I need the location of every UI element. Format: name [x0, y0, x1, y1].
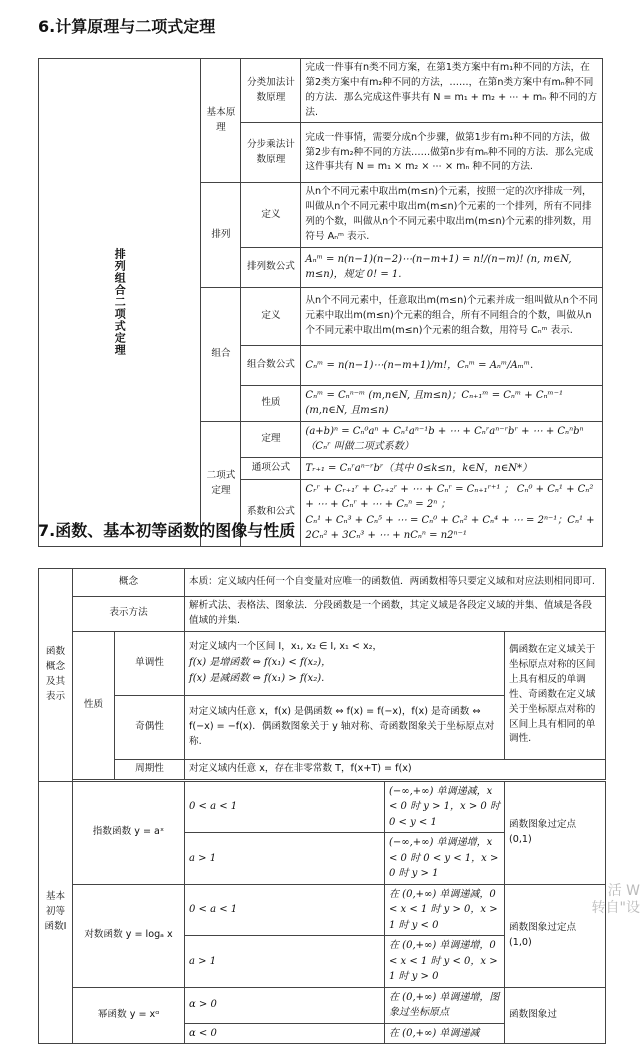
multiplication-principle-label: 分步乘法计数原理	[241, 123, 301, 183]
logarithm-label: 对数函数 y = logₐ x	[73, 884, 185, 987]
exponential-label: 指数函数 y = aˣ	[73, 781, 185, 884]
exp-case-1: 0 < a < 1	[185, 781, 385, 833]
power-label: 幂函数 y = xᵅ	[73, 987, 185, 1044]
function-concept-group: 函数概念及其表示	[39, 569, 73, 782]
concept-text: 本质：定义域内任何一个自变量对应唯一的函数值．两函数相等只要定义域和对应法则相同即可.	[185, 569, 606, 597]
binomial-theorem-label: 定理	[241, 421, 301, 457]
log-case-1: 0 < a < 1	[185, 884, 385, 936]
coefficient-sum	[301, 479, 603, 546]
symmetry-note: 偶函数在定义域关于坐标原点对称的区间上具有相反的单调性、奇函数在定义域关于坐标原点对称的区间上具有相同的单调性.	[505, 631, 606, 759]
general-term: Tᵣ₊₁ = Cₙʳaⁿ⁻ʳbʳ（其中 0≤k≤n，k∈N，n∈N*）	[301, 457, 603, 479]
combination-formula-label: 组合数公式	[241, 345, 301, 385]
combination-formula: Cₙᵐ = n(n−1)⋯(n−m+1)/m!，Cₙᵐ = Aₙᵐ/Aₘᵐ.	[301, 345, 603, 385]
watermark-line-2: 转自"设	[591, 900, 640, 917]
representation-text: 解析式法、表格法、图象法．分段函数是一个函数，其定义域是各段定义域的并集、值域是各段值域的并集.	[185, 597, 606, 632]
coefficient-sum-label: 系数和公式	[241, 479, 301, 546]
monotonicity-label: 单调性	[115, 631, 185, 695]
pow-case-2: α < 0	[185, 1023, 385, 1044]
combination-definition: 从n个不同元素中，任意取出m(m≤n)个元素并成一组叫做从n个不同元素中取出m(m≤n)个元素的组合，所有不同组合的个数，叫做从n个不同元素中取出m(m≤n)个元素的组合数，用符号 Cₙᵐ 表示.	[301, 287, 603, 345]
addition-principle-text: 完成一件事有n类不同方案，在第1类方案中有m₁种不同的方法，在第2类方案中有m₂种不同的方法，……，在第n类方案中有mₙ种不同的方法．那么完成这件事共有 N = m₁ + m₂ + ⋯ + mₙ 种不同的方法.	[301, 59, 603, 123]
exp-case-2: a > 1	[185, 833, 385, 885]
permutation-label: 排列	[201, 183, 241, 287]
section-7-title: 7.函数、基本初等函数的图像与性质	[38, 521, 296, 540]
log-case-2: a > 1	[185, 936, 385, 988]
combination-property: Cₙᵐ = Cₙⁿ⁻ᵐ (m,n∈N, 且m≤n)；Cₙ₊₁ᵐ = Cₙᵐ + Cₙᵐ⁻¹ (m,n∈N, 且m≤n)	[301, 385, 603, 421]
concept-label: 概念	[73, 569, 185, 597]
pow-desc-1: 在 (0,+∞) 单调递增，图象过坐标原点	[385, 987, 505, 1023]
pow-desc-2: 在 (0,+∞) 单调递减	[385, 1023, 505, 1044]
general-term-label: 通项公式	[241, 457, 301, 479]
representation-label: 表示方法	[73, 597, 185, 632]
addition-principle-label: 分类加法计数原理	[241, 59, 301, 123]
permutation-formula-label: 排列数公式	[241, 247, 301, 287]
parity-text: 对定义域内任意 x，f(x) 是偶函数 ⇔ f(x) = f(−x)，f(x) 是奇函数 ⇔ f(−x) = −f(x)．偶函数图象关于 y 轴对称、奇函数图象关于坐标原点对称.	[185, 695, 505, 759]
permutation-formula: Aₙᵐ = n(n−1)(n−2)⋯(n−m+1) = n!/(n−m)! (n, m∈N, m≤n)，规定 0! = 1.	[301, 247, 603, 287]
basic-principle-label: 基本原理	[201, 59, 241, 183]
periodicity-label: 周期性	[115, 759, 185, 779]
exp-desc-2: (−∞,+∞) 单调递增，x < 0 时 0 < y < 1，x > 0 时 y > 1	[385, 833, 505, 885]
binomial-label: 二项式定理	[201, 421, 241, 546]
log-note: 函数图象过定点 (1,0)	[505, 884, 606, 987]
permutation-definition: 从n个不同元素中取出m(m≤n)个元素，按照一定的次序排成一列，叫做从n个不同元素中取出m(m≤n)个元素的一个排列，所有不同排列的个数，叫做从n个不同元素中取出m(m≤n)个元素的排列数，用符号 Aₙᵐ 表示.	[301, 183, 603, 247]
permutation-definition-label: 定义	[241, 183, 301, 247]
monotonicity-text	[185, 631, 505, 695]
periodicity-text: 对定义域内任意 x，存在非零常数 T，f(x+T) = f(x)	[185, 759, 606, 779]
parity-label: 奇偶性	[115, 695, 185, 759]
multiplication-principle-text: 完成一件事情，需要分成n个步骤，做第1步有m₁种不同的方法，做第2步有m₂种不同的方法……做第n步有mₙ种不同的方法．那么完成这件事共有 N = m₁ × m₂ × ⋯ × mₙ 种不同的方法.	[301, 123, 603, 183]
combination-property-label: 性质	[241, 385, 301, 421]
elementary-function-group: 基本初等函数Ⅰ	[39, 781, 73, 1044]
monotonicity-line-1: 对定义域内一个区间 I，x₁, x₂ ∈ I, x₁ < x₂，	[189, 641, 383, 653]
coefficient-sum-line-1: Cᵣʳ + Cᵣ₊₁ʳ + Cᵣ₊₂ʳ + ⋯ + Cₙʳ = Cₙ₊₁ʳ⁺¹ ； Cₙ⁰ + Cₙ¹ + Cₙ² + ⋯ + Cₙʳ + ⋯ + Cₙⁿ = 2ⁿ ；	[305, 483, 594, 511]
group-label: 排列组合二项式定理	[39, 59, 201, 547]
watermark-line-1: 活 W	[607, 883, 640, 900]
log-desc-1: 在 (0,+∞) 单调递减，0 < x < 1 时 y > 0，x > 1 时 y < 0	[385, 884, 505, 936]
pow-case-1: α > 0	[185, 987, 385, 1023]
exp-desc-1: (−∞,+∞) 单调递减，x < 0 时 y > 1，x > 0 时 0 < y < 1	[385, 781, 505, 833]
function-table	[38, 568, 606, 1044]
counting-table	[38, 58, 603, 547]
pow-note: 函数图象过	[505, 987, 606, 1044]
exp-note: 函数图象过定点 (0,1)	[505, 781, 606, 884]
monotonicity-line-2: f(x) 是增函数 ⇔ f(x₁) < f(x₂)，	[189, 657, 332, 669]
binomial-theorem: (a+b)ⁿ = Cₙ⁰aⁿ + Cₙ¹aⁿ⁻¹b + ⋯ + Cₙʳaⁿ⁻ʳbʳ + ⋯ + Cₙⁿbⁿ （Cₙʳ 叫做二项式系数）	[301, 421, 603, 457]
coefficient-sum-line-2: Cₙ¹ + Cₙ³ + Cₙ⁵ + ⋯ = Cₙ⁰ + Cₙ² + Cₙ⁴ + ⋯ = 2ⁿ⁻¹；Cₙ¹ + 2Cₙ² + 3Cₙ³ + ⋯ + nCₙⁿ = n2ⁿ⁻¹	[305, 514, 595, 542]
log-desc-2: 在 (0,+∞) 单调递增，0 < x < 1 时 y < 0，x > 1 时 y > 0	[385, 936, 505, 988]
watermark	[592, 883, 640, 917]
section-6-title: 6.计算原理与二项式定理	[38, 17, 216, 36]
combination-label: 组合	[201, 287, 241, 421]
monotonicity-line-3: f(x) 是减函数 ⇔ f(x₁) > f(x₂).	[189, 672, 325, 684]
property-label: 性质	[73, 631, 115, 779]
combination-definition-label: 定义	[241, 287, 301, 345]
